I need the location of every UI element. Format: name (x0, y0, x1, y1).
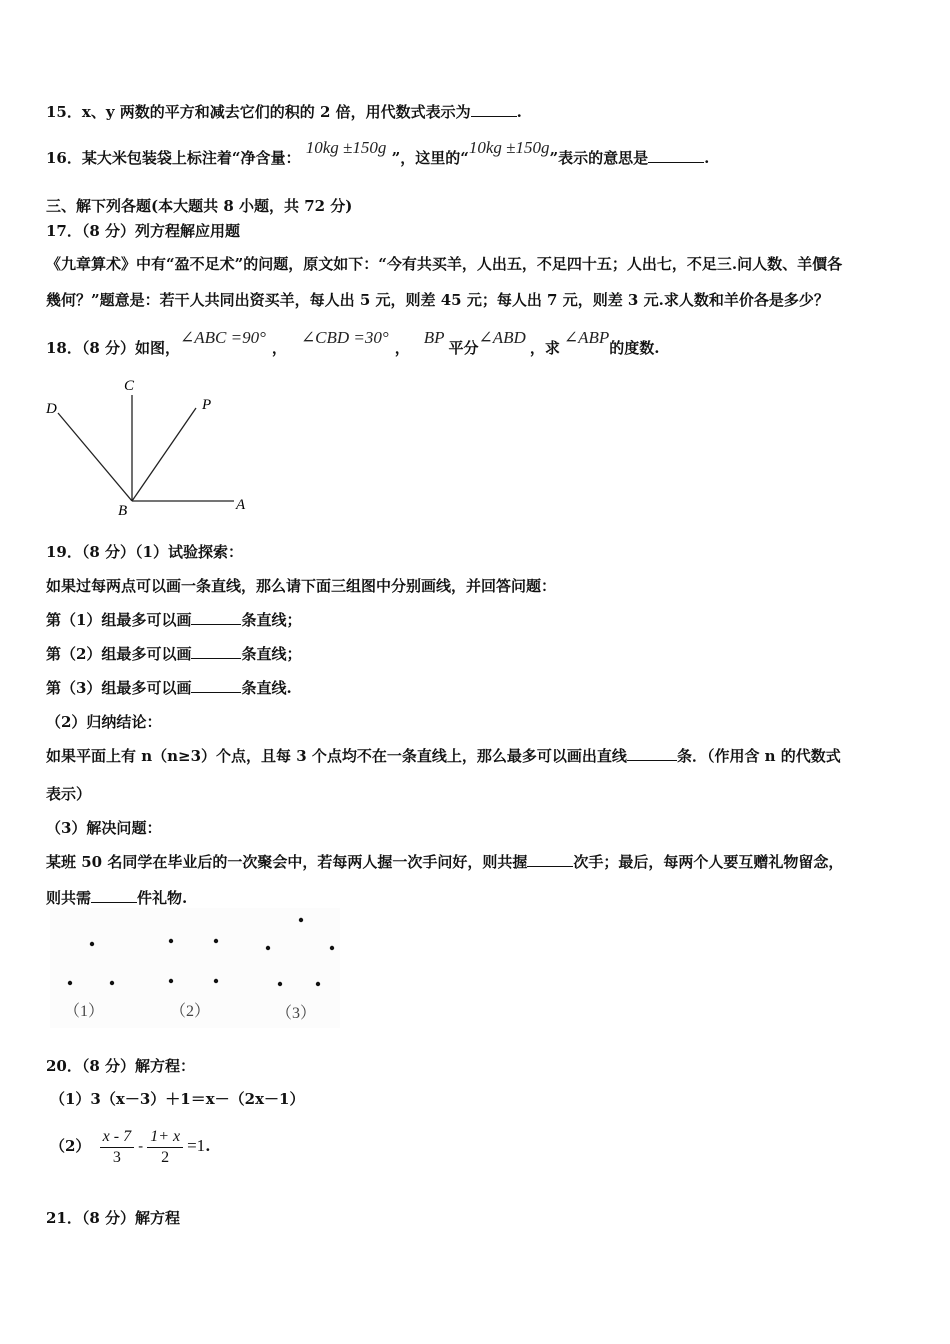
question-19-line-1: 如果过每两点可以画一条直线，那么请下面三组图中分别画线，并回答问题： (46, 577, 557, 595)
q16-math-1: 10kg ±150g (305, 138, 387, 157)
question-19-line-2: 如果平面上有 n（n≥3）个点，且每 3 个点均不在一条直线上，那么最多可以画出直线 条．（作用含 n 的代数式 (46, 747, 841, 765)
question-18: 18．（8 分）如图，∠ABC =90°，∠CBD =30°，BP平分∠ABD，求∠ABP的度数. (46, 328, 660, 357)
question-19-group-2: 第（2）组最多可以画 条直线； (46, 645, 302, 663)
point-groups-figure (50, 908, 340, 1028)
question-20-equation-2: （2） $\frac{x - 7}{3}$ - $\frac{1+ x}{2}$ =1. (50, 1127, 211, 1166)
ray-bp (132, 408, 196, 501)
q15-text: 15．x、y 两数的平方和减去它们的积的 2 倍，用代数式表示为 (46, 103, 471, 121)
q18-math-bp: BP (423, 328, 445, 347)
question-19-part-3: （3）解决问题： (46, 819, 162, 837)
group-2-label: （2） (170, 1003, 211, 1020)
q16-math-2: 10kg ±150g (468, 138, 550, 157)
question-19-line-4: 某班 50 名同学在毕业后的一次聚会中，若每两人握一次手问好，则共握 次手；最后，每两个人要互赠礼物留念， (46, 853, 844, 871)
section-3-heading: 三、解下列各题(本大题共 8 小题，共 72 分) (46, 197, 353, 215)
question-17-line-2: 幾何？”题意是：若干人共同出资买羊，每人出 5 元，则差 45 元；每人出 7 元，则差 3 元.求人数和羊价各是多少？ (46, 291, 829, 309)
question-20-equation-1: （1）3（x－3）＋1＝x－（2x－1） (50, 1090, 305, 1108)
question-16: 16．某大米包装袋上标注着“净含量： 10kg ±150g ”，这里的“10kg ±150g”表示的意思是 . (46, 138, 710, 167)
question-19-head: 19．（8 分）（1）试验探索： (46, 543, 243, 561)
fraction-1: $\frac{x - 7}{3}$ (100, 1127, 134, 1168)
question-19-part-2: （2）归纳结论： (46, 713, 162, 731)
q18-math-cbd: ∠CBD =30° (300, 328, 389, 347)
q18-math-abd: ∠ABD (478, 328, 526, 347)
question-21-head: 21．（8 分）解方程 (46, 1209, 181, 1227)
label-a: A (236, 497, 246, 513)
label-b: B (118, 503, 128, 519)
question-19-line-3: 表示） (46, 785, 92, 803)
fraction-2: $\frac{1+ x}{2}$ (147, 1127, 183, 1168)
group-3-label: （3） (276, 1005, 317, 1022)
question-17-line-1: 《九章算术》中有“盈不足术”的问题，原文如下：“今有共买羊，人出五，不足四十五；人出七，不足三.问人数、羊價各 (46, 255, 843, 273)
q16-blank (648, 148, 704, 163)
ray-bd (58, 413, 132, 501)
q18-math-abc: ∠ABC =90° (180, 328, 266, 347)
question-19-group-3: 第（3）组最多可以画 条直线. (46, 679, 292, 697)
label-p: P (202, 397, 212, 413)
question-20-head: 20．（8 分）解方程： (46, 1057, 196, 1075)
question-17-head: 17．（8 分）列方程解应用题 (46, 222, 241, 240)
q18-math-abp: ∠ABP (563, 328, 610, 347)
angle-figure (40, 375, 260, 525)
question-19-group-1: 第（1）组最多可以画 条直线； (46, 611, 302, 629)
label-d: D (46, 401, 57, 417)
group-1-label: （1） (64, 1003, 105, 1020)
question-19-line-5: 则共需 件礼物. (46, 889, 188, 907)
q15-blank (471, 102, 517, 117)
question-15: 15．x、y 两数的平方和减去它们的积的 2 倍，用代数式表示为 . (46, 103, 522, 121)
label-c: C (124, 378, 135, 394)
